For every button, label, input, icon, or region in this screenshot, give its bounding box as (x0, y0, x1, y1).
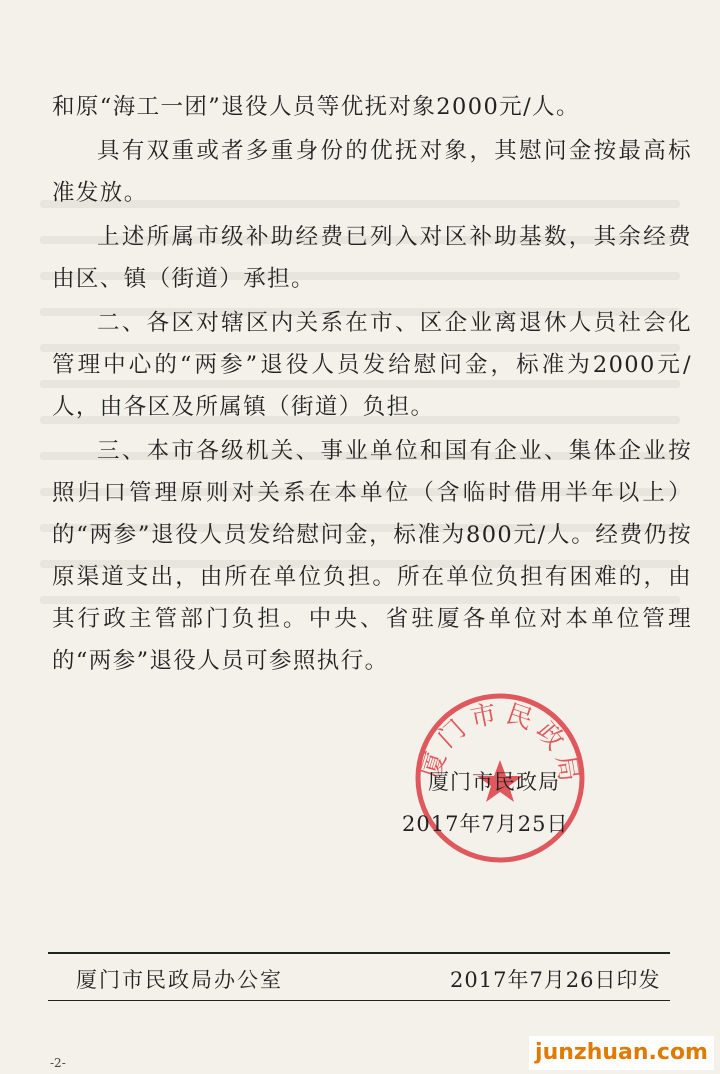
signature-org: 厦门市民政局 (428, 770, 560, 794)
footer-bottom-rule (48, 1000, 670, 1001)
paragraph-continuation: 和原“海工一团”退役人员等优抚对象2000元/人。 (52, 94, 580, 120)
paragraph-multiple-identity: 具有双重或者多重身份的优抚对象，其慰问金按最高标准发放。 (52, 138, 692, 206)
paragraph-item-three: 三、本市各级机关、事业单位和国有企业、集体企业按照归口管理原则对关系在本单位（含临时借用半年以上）的“两参”退役人员发给慰问金，标准为800元/人。经费仍按原渠道支出，由所在单位负担。所在单位负担有困难的，由其行政主管部门负担。中央、省驻厦各单位对本单位管理的“两参”退役人员可参照执行。 (52, 438, 692, 674)
site-watermark: junzhuan.com (529, 1036, 714, 1070)
svg-text:厦门市民政局: 厦门市民政局 (415, 698, 585, 790)
footer-issuing-office: 厦门市民政局办公室 (76, 968, 283, 992)
footer-issue-date: 2017年7月26日印发 (450, 968, 661, 992)
footer-top-rule (48, 952, 670, 954)
paragraph-item-two: 二、各区对辖区内关系在市、区企业离退休人员社会化管理中心的“两参”退役人员发给慰问金，标准为2000元/人，由各区及所属镇（街道）负担。 (52, 310, 692, 420)
body-text (52, 86, 692, 684)
paragraph-funding: 上述所属市级补助经费已列入对区补助基数，其余经费由区、镇（街道）承担。 (52, 224, 692, 292)
signature-date: 2017年7月25日 (402, 812, 569, 836)
page-number: -2- (50, 1056, 66, 1070)
